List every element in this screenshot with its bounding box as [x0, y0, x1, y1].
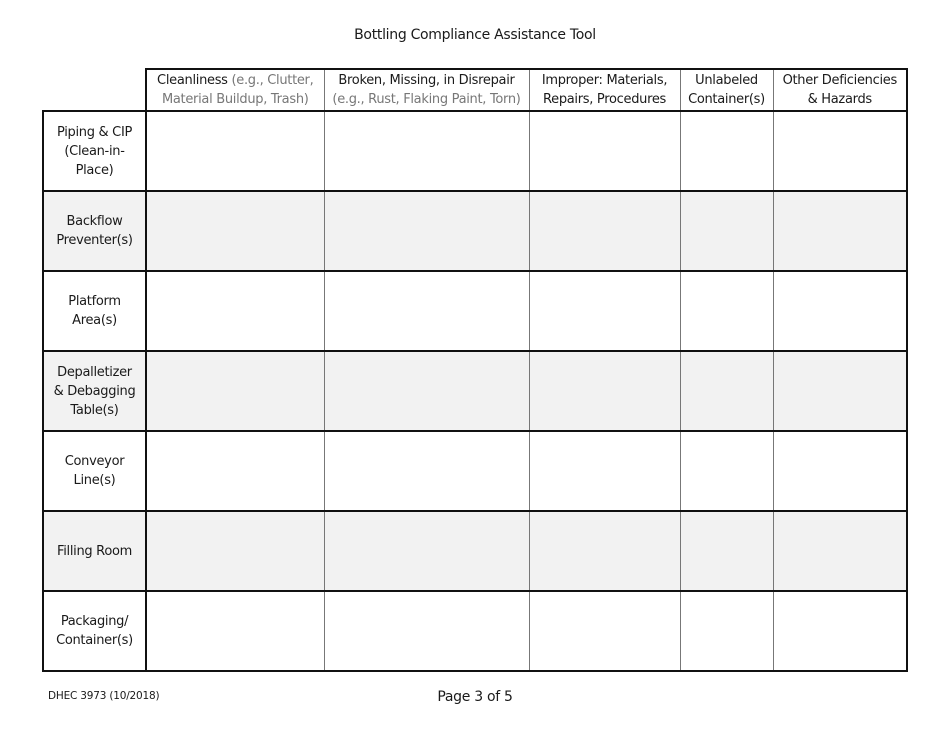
column-label: Improper: Materials, — [541, 73, 668, 88]
header-row — [43, 69, 907, 111]
entry-cell[interactable] — [146, 511, 324, 591]
column-label-line2: Repairs, Procedures — [542, 92, 667, 107]
column-header-broken — [324, 69, 529, 111]
entry-cell[interactable] — [529, 351, 680, 431]
table-row-depalletizer — [43, 351, 907, 431]
row-label: Platform — [68, 294, 121, 309]
entry-cell[interactable] — [773, 431, 907, 511]
row-label: Preventer(s) — [56, 233, 133, 248]
column-header-improper — [529, 69, 680, 111]
column-hint: (e.g., Rust, Flaking Paint, Torn) — [332, 92, 521, 107]
entry-cell[interactable] — [146, 431, 324, 511]
row-label: Table(s) — [70, 402, 119, 418]
column-label: Cleanliness — [157, 73, 228, 88]
row-header-filling-room — [43, 511, 146, 591]
column-label-line2: & Hazards — [807, 92, 872, 107]
column-label: Broken, Missing, in Disrepair — [338, 73, 515, 88]
table-row-packaging — [43, 591, 907, 671]
form-id: DHEC 3973 (10/2018) — [48, 690, 160, 702]
entry-cell[interactable] — [773, 351, 907, 431]
row-label: Packaging/ — [60, 614, 129, 629]
entry-cell[interactable] — [324, 511, 529, 591]
entry-cell[interactable] — [773, 511, 907, 591]
column-label: Unlabeled — [695, 73, 758, 88]
row-header-depalletizer — [43, 351, 146, 431]
entry-cell[interactable] — [529, 511, 680, 591]
entry-cell[interactable] — [773, 591, 907, 671]
row-label: Place) — [75, 162, 114, 178]
row-label: Conveyor — [64, 454, 125, 469]
row-label: Container(s) — [56, 633, 133, 648]
column-header-cleanliness — [146, 69, 324, 111]
table-row-filling-room — [43, 511, 907, 591]
column-header-other — [773, 69, 907, 111]
document-title: Bottling Compliance Assistance Tool — [354, 27, 596, 43]
row-header-platform — [43, 271, 146, 351]
table-row-backflow — [43, 191, 907, 271]
entry-cell[interactable] — [324, 191, 529, 271]
row-header-backflow — [43, 191, 146, 271]
column-label: Other Deficiencies — [782, 73, 897, 88]
entry-cell[interactable] — [529, 191, 680, 271]
entry-cell[interactable] — [324, 351, 529, 431]
corner-cell — [43, 69, 146, 111]
row-label: & Debagging — [53, 383, 136, 399]
entry-cell[interactable] — [529, 431, 680, 511]
table-row-conveyor — [43, 431, 907, 511]
row-header-packaging — [43, 591, 146, 671]
row-header-conveyor — [43, 431, 146, 511]
entry-cell[interactable] — [680, 511, 773, 591]
page-number: Page 3 of 5 — [437, 689, 513, 705]
column-header-unlabeled — [680, 69, 773, 111]
compliance-checklist-table — [42, 68, 908, 672]
table-row-platform — [43, 271, 907, 351]
entry-cell[interactable] — [680, 591, 773, 671]
row-header-piping — [43, 111, 146, 191]
entry-cell[interactable] — [529, 591, 680, 671]
entry-cell[interactable] — [146, 271, 324, 351]
entry-cell[interactable] — [680, 191, 773, 271]
entry-cell[interactable] — [146, 351, 324, 431]
entry-cell[interactable] — [146, 111, 324, 191]
entry-cell[interactable] — [773, 111, 907, 191]
entry-cell[interactable] — [773, 191, 907, 271]
entry-cell[interactable] — [324, 111, 529, 191]
entry-cell[interactable] — [529, 271, 680, 351]
column-hint: Material Buildup, Trash) — [161, 92, 309, 107]
column-hint: (e.g., Clutter, — [227, 73, 314, 88]
column-label-line2: Container(s) — [688, 92, 765, 107]
entry-cell[interactable] — [529, 111, 680, 191]
entry-cell[interactable] — [146, 191, 324, 271]
entry-cell[interactable] — [324, 431, 529, 511]
entry-cell[interactable] — [773, 271, 907, 351]
row-label: Line(s) — [73, 473, 116, 488]
table-row-piping — [43, 111, 907, 191]
entry-cell[interactable] — [680, 111, 773, 191]
row-label: (Clean-in- — [64, 143, 125, 159]
entry-cell[interactable] — [146, 591, 324, 671]
row-label: Filling Room — [56, 543, 133, 559]
row-label: Area(s) — [72, 313, 117, 328]
row-label: Piping & CIP — [56, 124, 133, 140]
entry-cell[interactable] — [680, 271, 773, 351]
entry-cell[interactable] — [324, 271, 529, 351]
row-label: Backflow — [66, 214, 123, 229]
entry-cell[interactable] — [680, 351, 773, 431]
entry-cell[interactable] — [680, 431, 773, 511]
row-label: Depalletizer — [57, 364, 132, 380]
entry-cell[interactable] — [324, 591, 529, 671]
